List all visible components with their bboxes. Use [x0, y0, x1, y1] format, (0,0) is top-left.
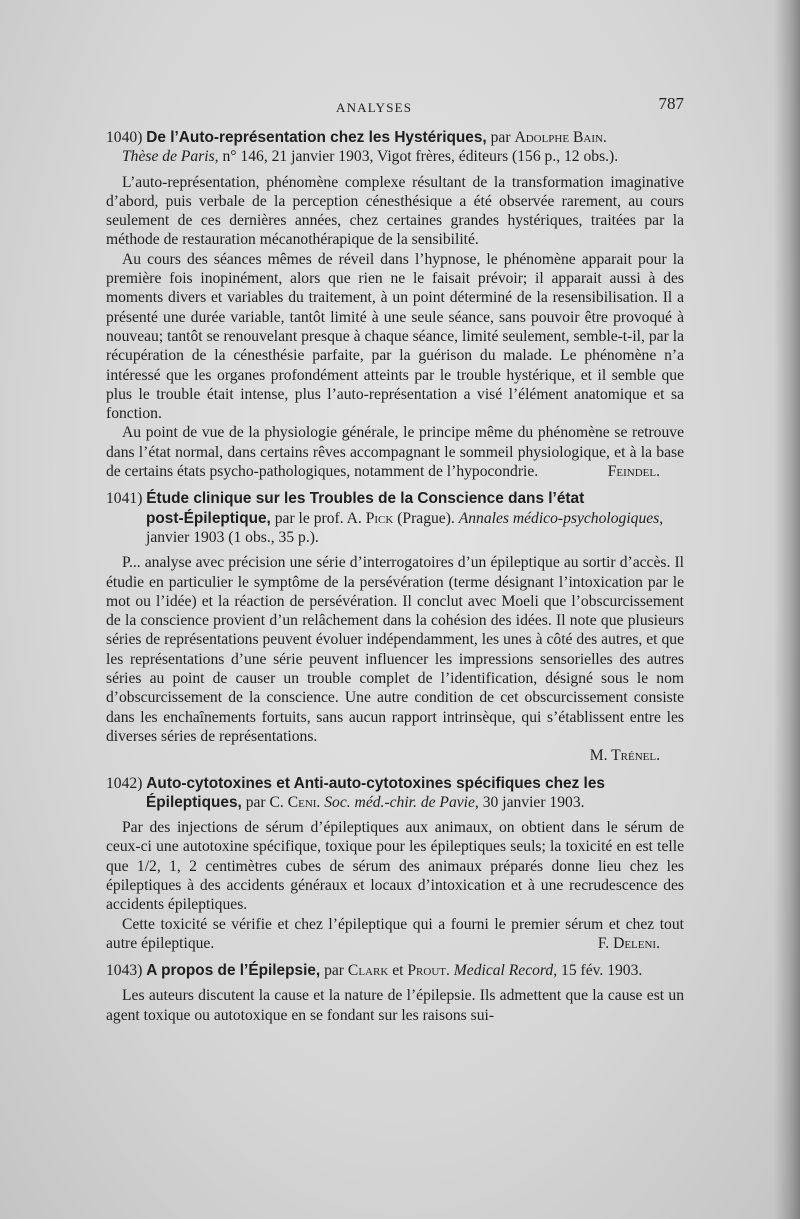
paragraph: Au cours des séances mêmes de réveil dans l’hypnose, le phénomène apparait pour la première fois inopinément, alors que rien ne le faisait prévoir; il apparait aussi à des moments divers et variables du traitement, à un point déterminé de la resensibilisation. Il a présenté une durée variable, tantôt limité à une seule séance, sans pouvoir être provoqué à nouveau; tantôt se renouvelant presque à chaque séance, limité seulement, semble-t-il, par la récupération de la cénesthésie parfaite, par la guérison du malade. Le phénomène n’a intéressé que les organes profondément atteints par le trouble hystérique, et il semble que plus le trouble était intense, plus l’auto-représentation a visé l’élément anatomique et sa fonction. [106, 250, 684, 423]
entry-gap [106, 953, 684, 961]
entry-author: Clark [347, 962, 389, 980]
citation-details: 30 janvier 1903. [482, 793, 585, 811]
entry-and: et [392, 962, 404, 980]
entry-by: par C. [245, 793, 284, 811]
citation-source: Medical Record, [453, 962, 558, 980]
entry-gap [106, 481, 684, 489]
citation-details: n° 146, 21 janvier 1903, Vigot frères, éditeurs (156 p., 12 obs.). [222, 148, 619, 166]
entry-gap [106, 766, 684, 774]
entry-by: par le prof. A. [274, 509, 362, 527]
paragraph-text: Au point de vue de la physiologie générale, le principe même du phénomène se retrouve dans l’état normal, dans certains rêves accompagnant le sommeil physiologique, et à la base de certains états psycho-pathologiques, notamment de l’hypocondrie. [106, 424, 684, 481]
entry-author: Prout. [407, 962, 450, 980]
entry-by: par [324, 962, 345, 980]
citation-source: Soc. méd.-chir. de Pavie, [324, 793, 479, 811]
running-head: ANALYSES [336, 100, 413, 115]
entry-heading [106, 128, 684, 167]
entry-citation: janvier 1903 (1 obs., 35 p.). [146, 528, 319, 546]
paragraph: P... analyse avec précision une série d’interrogatoires d’un épileptique au sortir d’accès. Il étudie en particulier le symptôme de la persévération (terme désignant l’intoxication par le mot ou l’idée) et la réaction de persévération. Il conclut avec Moeli que l’obscurcissement de la conscience provient d’un relâchement dans la cohésion des idées. Il note que plusieurs séries de représentations peuvent évoluer indépendamment, les unes à côté des autres, et que les représentations d’une série peuvent influencer les impressions sensorielles des autres séries au point de causer un trouble complet de l’identification, désigné sous le nom d’obscurcissement de la conscience. Une autre condition de cet obscurcissement consiste dans les enchaînements fortuits, sans aucun rapport intrinsèque, qui s’établissent entre les diverses séries de représentations. [106, 554, 684, 745]
entry-number: 1043) [106, 962, 143, 980]
signature: M. Trénel. [589, 747, 660, 765]
page-number: 787 [658, 94, 684, 113]
book-spine-shadow [774, 0, 800, 1219]
paragraph [106, 915, 684, 954]
entry-heading [106, 961, 684, 980]
paragraph: Les auteurs discutent la cause et la nature de l’épilepsie. Ils admettent que la cause est un agent toxique ou autotoxique en se fondant sur les raisons sui- [106, 987, 684, 1024]
entry-heading [106, 774, 684, 813]
paragraph-text: Cette toxicité se vérifie et chez l’épileptique qui a fourni le premier sérum et chez tout autre épileptique. [106, 915, 684, 952]
signature: F. Deleni. [597, 934, 660, 952]
entry-title: De l’Auto-représentation chez les Hystériques, [146, 129, 487, 146]
citation-details: 15 fév. 1903. [561, 962, 643, 980]
signature: Feindel. [607, 463, 660, 481]
entry-1041 [106, 489, 684, 765]
entry-author: Ceni. [287, 793, 321, 811]
entry-author: Adolphe Bain. [514, 129, 607, 146]
entry-number: 1042) [106, 774, 143, 792]
entry-title: A propos de l’Épilepsie, [146, 962, 321, 980]
entry-number: 1041) [106, 490, 143, 508]
entry-1043 [106, 961, 684, 1025]
entry-citation [106, 147, 684, 166]
citation-source: Annales médico-psychologiques, [458, 509, 664, 527]
entry-title-continued [106, 509, 684, 528]
entry-title-continued [106, 793, 684, 812]
paragraph: L’auto-représentation, phénomène complexe résultant de la transformation imaginative d’abord, puis verbale de la perception cénesthésique a été observée rarement, au cours seulement de ces dernières années, chez certaines grandes hystériques, traitées par la méthode de restauration mécanothérapique de la sensibilité. [106, 173, 684, 249]
entry-by: par [490, 129, 511, 146]
entry-title-line2: Épileptiques, [146, 793, 242, 811]
entry-title-line2: post-Épileptique, [146, 509, 271, 527]
entry-1042 [106, 774, 684, 954]
entry-1040 [106, 128, 684, 481]
entry-heading [106, 489, 684, 547]
entry-number: 1040) [106, 129, 143, 146]
page-header [106, 94, 684, 118]
entry-place: (Prague). [397, 509, 455, 527]
entry-title: Étude clinique sur les Troubles de la Conscience dans l’état [146, 490, 585, 508]
paragraph: Par des injections de sérum d’épileptiques aux animaux, on obtient dans le sérum de ceux-ci une autotoxine spécifique, toxique pour les épileptiques seuls; la toxicité en est telle que 1/2, 1, 2 centimètres cubes de sérum des animaux préparés donne lieu chez les épileptiques à des accidents généraux et locaux d’intoxication et à une recrudescence des accidents épileptiques. [106, 819, 684, 914]
citation-source: Thèse de Paris, [122, 148, 219, 166]
entry-title: Auto-cytotoxines et Anti-auto-cytotoxines spécifiques chez les [146, 774, 605, 792]
entry-author: Pick [365, 509, 394, 527]
paragraph [106, 423, 684, 481]
text-column [106, 128, 684, 1025]
